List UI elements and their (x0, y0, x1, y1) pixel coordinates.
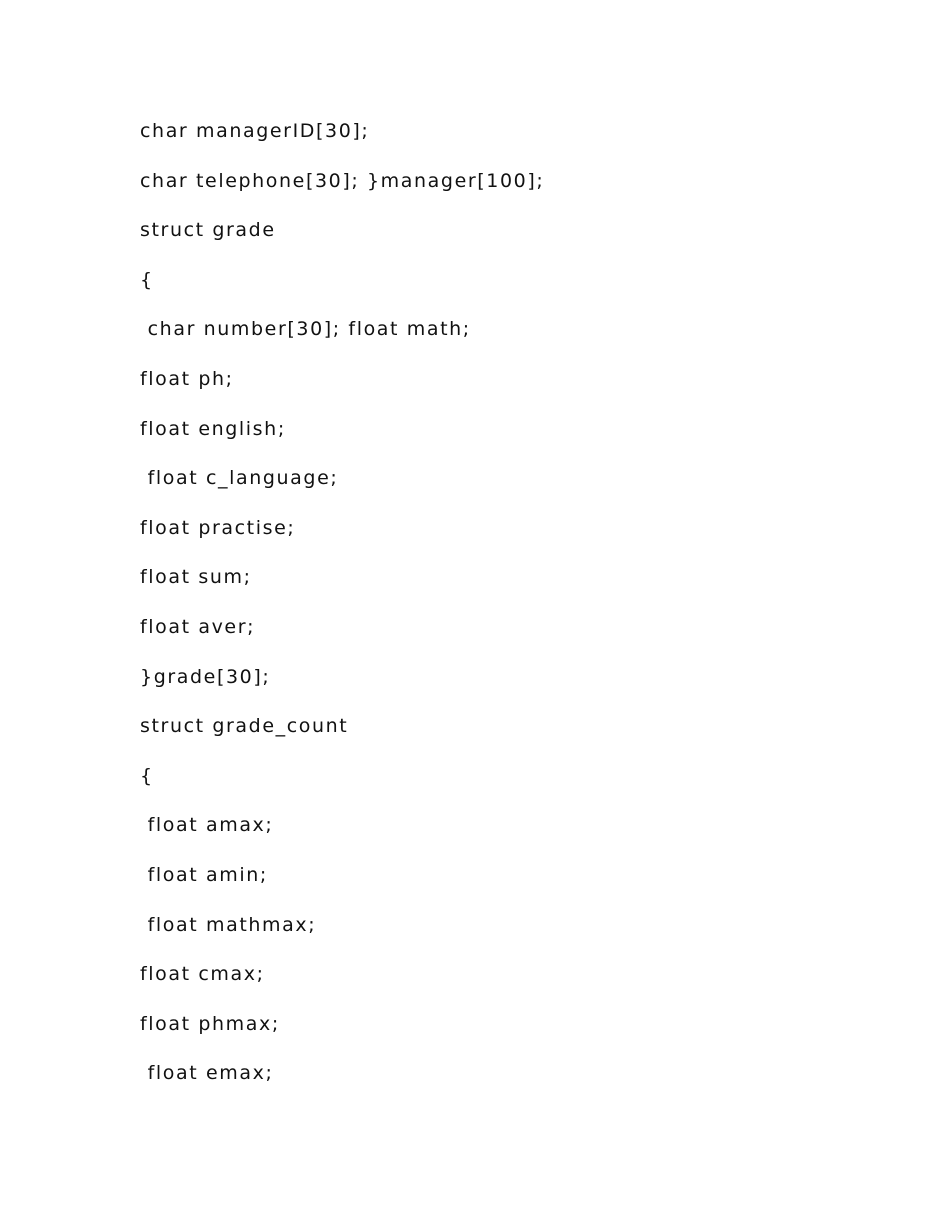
code-line: struct grade_count (140, 715, 349, 738)
code-line: float practise; (140, 516, 296, 539)
code-line: char telephone[30]; }manager[100]; (140, 169, 545, 192)
code-line: float ph; (140, 367, 234, 390)
code-line: { (140, 764, 154, 787)
code-line: float english; (140, 417, 286, 440)
code-line: float cmax; (140, 963, 265, 986)
code-line: struct grade (140, 219, 276, 242)
code-listing (140, 116, 544, 1108)
code-line: float aver; (140, 615, 256, 638)
code-line: float emax; (140, 1062, 274, 1085)
code-line: float mathmax; (140, 913, 317, 936)
code-line: float sum; (140, 566, 252, 589)
code-line: char number[30]; float math; (140, 318, 471, 341)
code-line: }grade[30]; (140, 665, 271, 688)
code-line: float c_language; (140, 467, 339, 490)
code-line: char managerID[30]; (140, 120, 370, 142)
code-line: float amin; (140, 863, 268, 886)
code-line: { (140, 268, 154, 291)
code-line: float amax; (140, 814, 274, 837)
code-line: float phmax; (140, 1012, 280, 1035)
